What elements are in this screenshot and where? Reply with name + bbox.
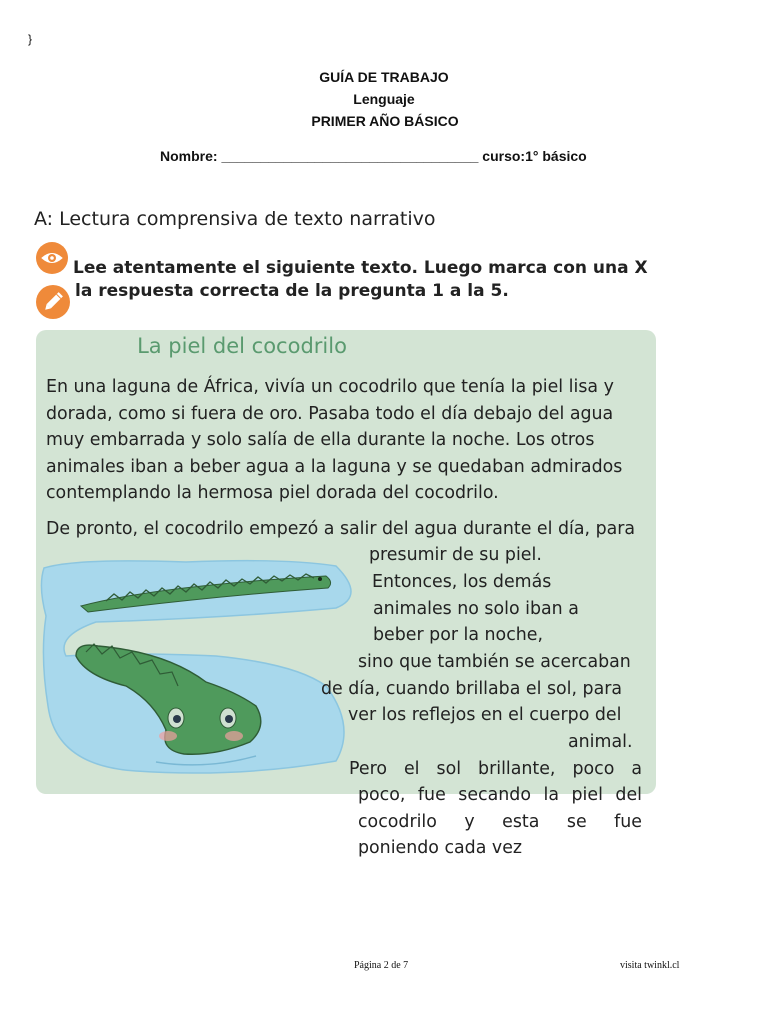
story-line: cocodrilo y esta se fue: [358, 812, 642, 832]
story-line: De pronto, el cocodrilo empezó a salir del agua durante el día, para: [46, 519, 636, 539]
story-line: ver los reflejos en el cuerpo del: [348, 705, 622, 725]
instruction-line-1: Lee atentamente el siguiente texto. Luego marca con una X: [73, 258, 648, 278]
story-line: animales iban a beber agua a la laguna y se quedaban admirados: [46, 456, 623, 477]
instruction-line-2: la respuesta correcta de la pregunta 1 a la 5.: [75, 281, 509, 301]
name-row: [160, 148, 587, 164]
stray-brace: }: [28, 32, 33, 46]
name-field[interactable]: _________________________________: [221, 148, 479, 164]
story-line: beber por la noche,: [373, 625, 544, 645]
site-link[interactable]: visita twinkl.cl: [620, 960, 680, 971]
story-line: poniendo cada vez: [358, 838, 523, 858]
story-line: animal.: [568, 732, 633, 752]
story-line: contemplando la hermosa piel dorada del cocodrilo.: [46, 483, 499, 503]
story-line: presumir de su piel.: [369, 545, 542, 565]
page-number: Página 2 de 7: [354, 960, 409, 971]
story-line: En una laguna de África, vivía un cocodrilo que tenía la piel lisa y: [46, 377, 614, 397]
course-label: curso:1° básico: [482, 148, 587, 164]
subject: Lenguaje: [353, 91, 415, 107]
section-title: A: Lectura comprensiva de texto narrativo: [34, 208, 436, 230]
story-line: sino que también se acercaban: [358, 652, 631, 672]
grade-level: PRIMER AÑO BÁSICO: [311, 113, 459, 129]
name-label: Nombre:: [160, 148, 218, 164]
worksheet-title: GUÍA DE TRABAJO: [319, 69, 449, 85]
story-line: animales no solo iban a: [373, 599, 579, 619]
story-line: Pero el sol brillante, poco a: [349, 759, 642, 779]
story-line: poco, fue secando la piel del: [358, 785, 642, 805]
story-line: dorada, como si fuera de oro. Pasaba todo el día debajo del agua: [46, 403, 614, 424]
story-line: Entonces, los demás: [372, 572, 552, 592]
crocodile-illustration: [36, 556, 356, 776]
story-line: muy embarrada y solo salía de ella durante la noche. Los otros: [46, 430, 595, 450]
story-paragraph-1: [46, 374, 622, 507]
eye-icon: [36, 242, 68, 274]
pencil-icon: [36, 285, 70, 319]
story-title: La piel del cocodrilo: [137, 334, 347, 358]
story-line: de día, cuando brillaba el sol, para: [321, 679, 623, 699]
